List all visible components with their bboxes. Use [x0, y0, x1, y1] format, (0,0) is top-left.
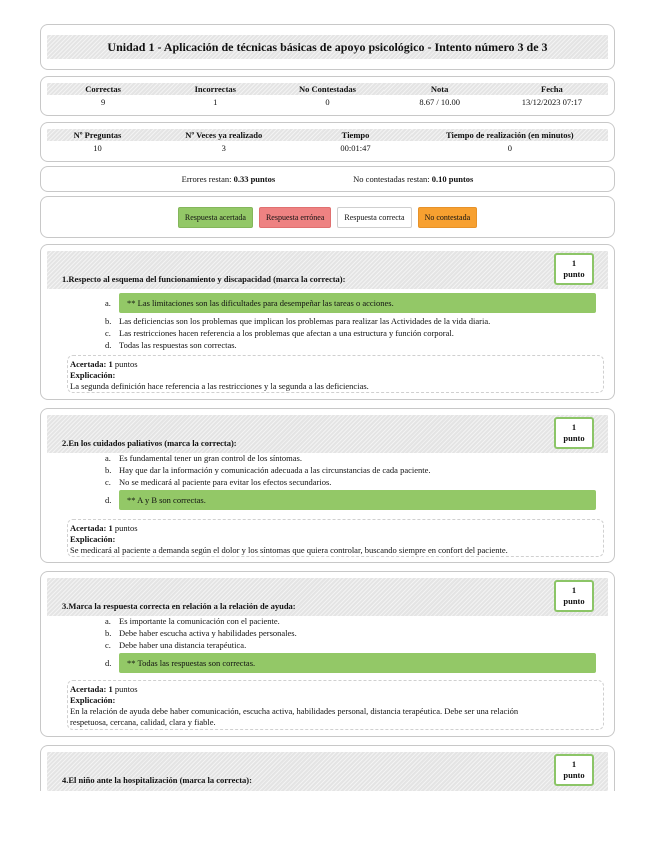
results-summary-panel: [40, 76, 615, 116]
explicacion-label: Explicación:: [70, 534, 116, 544]
question-header: [47, 415, 608, 453]
answer-option-a: [105, 293, 596, 313]
points-value: 1: [571, 258, 577, 268]
option-text: Todas las respuestas son correctas.: [119, 340, 237, 350]
points-label: punto: [563, 269, 585, 279]
legend-respuesta-erronea: Respuesta errónea: [259, 207, 331, 228]
header-tiempo: Tiempo: [341, 130, 370, 140]
explicacion-text: La segunda definición hace referencia a las restricciones y la segunda a las deficiencias.: [70, 381, 369, 391]
option-text-correct: ** Las limitaciones son las dificultades para desempeñar las tareas o acciones.: [119, 293, 596, 313]
value-no-contestadas: 0: [325, 97, 330, 107]
answer-options: [105, 291, 596, 351]
answer-option-b: [105, 315, 596, 327]
points-value: 1: [571, 422, 577, 432]
attempt-details-table: [47, 129, 608, 155]
points-value: 1: [571, 759, 577, 769]
option-text: Hay que dar la información y comunicación adecuada a las circunstancias de cada paciente.: [119, 465, 431, 475]
question-card-4: [40, 745, 615, 791]
penalty-info-panel: [40, 166, 615, 192]
question-text: 1.Respecto al esquema del funcionamiento y discapacidad (marca la correcta):: [62, 274, 346, 284]
option-text: Es importante la comunicación con el paciente.: [119, 616, 280, 626]
question-card-3: [40, 571, 615, 737]
answer-option-b: [105, 627, 596, 639]
explicacion-text: Se medicará al paciente a demanda según el dolor y los síntomas que quiera controlar, buscando siempre en confort del paciente.: [70, 545, 508, 555]
acertada-value: 1: [108, 684, 113, 694]
page-title: Unidad 1 - Aplicación de técnicas básicas de apoyo psicológico - Intento número 3 de 3: [47, 35, 608, 59]
question-header: [47, 251, 608, 289]
answer-option-c: [105, 327, 596, 339]
results-summary-table: [47, 83, 608, 109]
answer-option-a: [105, 615, 596, 627]
value-nota: 8.67 / 10.00: [419, 97, 460, 107]
answer-option-a: [105, 452, 596, 464]
header-tiempo-realizacion: Tiempo de realización (en minutos): [445, 130, 574, 140]
value-tiempo: 00:01:47: [340, 143, 371, 153]
legend-respuesta-acertada: Respuesta acertada: [178, 207, 253, 228]
feedback-box: [67, 355, 604, 393]
points-label: punto: [563, 770, 585, 780]
question-header: [47, 578, 608, 616]
value-tiempo-realizacion: 0: [507, 143, 512, 153]
option-letter: d.: [105, 340, 112, 350]
question-card-2: [40, 408, 615, 563]
header-nota: Nota: [430, 84, 449, 94]
points-label: punto: [563, 596, 585, 606]
explicacion-text-line-1: En la relación de ayuda debe haber comunicación, escucha activa, habilidades personal, distancia terapéutica. Debe ser una relación: [70, 706, 519, 716]
feedback-box: [67, 680, 604, 730]
option-letter: d.: [105, 495, 112, 505]
points-value: 1: [571, 585, 577, 595]
explicacion-text-line-2: respetuosa, cercana, calidad, clara y fiable.: [70, 717, 216, 727]
answer-options: [105, 615, 596, 675]
question-text: 2.En los cuidados paliativos (marca la correcta):: [62, 438, 237, 448]
answer-option-c: [105, 476, 596, 488]
explicacion-label: Explicación:: [70, 695, 116, 705]
answer-options: [105, 452, 596, 512]
answer-option-d: [105, 490, 596, 510]
header-fecha: Fecha: [541, 84, 563, 94]
option-letter: c.: [105, 328, 111, 338]
option-text-correct: ** Todas las respuestas son correctas.: [119, 653, 596, 673]
value-num-preguntas: 10: [93, 143, 102, 153]
header-incorrectas: Incorrectas: [194, 84, 236, 94]
points-badge: [554, 754, 594, 786]
nocontestadas-value: 0.10 puntos: [431, 174, 474, 184]
option-letter: c.: [105, 640, 111, 650]
legend-no-contestada: No contestada: [418, 207, 478, 228]
answer-option-d: [105, 653, 596, 673]
option-text: No se medicará al paciente para evitar los efectos secundarios.: [119, 477, 332, 487]
answer-option-c: [105, 639, 596, 651]
acertada-label: Acertada:: [70, 523, 107, 533]
errores-value: 0.33 puntos: [233, 174, 276, 184]
nocontestadas-label: No contestadas restan:: [353, 174, 430, 184]
nocontestadas-restan: [353, 174, 473, 184]
acertada-unit: puntos: [114, 523, 138, 533]
answer-option-d: [105, 339, 596, 351]
option-letter: b.: [105, 465, 112, 475]
option-text: Debe haber escucha activa y habilidades personales.: [119, 628, 297, 638]
option-letter: c.: [105, 477, 111, 487]
question-text: 4.El niño ante la hospitalización (marca la correcta):: [62, 775, 252, 785]
option-letter: d.: [105, 658, 112, 668]
option-text: Las deficiencias son los problemas que implican los problemas para realizar las Actividades de la vida diaria.: [119, 316, 491, 326]
option-letter: b.: [105, 316, 112, 326]
points-label: punto: [563, 433, 585, 443]
value-fecha: 13/12/2023 07:17: [521, 97, 582, 107]
attempt-title-panel: [40, 24, 615, 70]
option-letter: b.: [105, 628, 112, 638]
acertada-unit: puntos: [114, 359, 138, 369]
explicacion-label: Explicación:: [70, 370, 116, 380]
option-text: Las restricciones hacen referencia a los problemas que afectan a una estructura y función corporal.: [119, 328, 454, 338]
errores-label: Errores restan:: [181, 174, 232, 184]
question-header: [47, 752, 608, 791]
attempt-details-panel: [40, 122, 615, 162]
value-incorrectas: 1: [213, 97, 218, 107]
acertada-label: Acertada:: [70, 684, 107, 694]
points-badge: [554, 580, 594, 612]
option-text-correct: ** A y B son correctas.: [119, 490, 596, 510]
legend-respuesta-correcta: Respuesta correcta: [337, 207, 411, 228]
question-text: 3.Marca la respuesta correcta en relación a la relación de ayuda:: [62, 601, 296, 611]
header-no-contestadas: No Contestadas: [299, 84, 356, 94]
errores-restan: [182, 174, 276, 184]
question-card-1: [40, 244, 615, 400]
points-badge: [554, 253, 594, 285]
option-text: Debe haber una distancia terapéutica.: [119, 640, 247, 650]
header-correctas: Correctas: [85, 84, 121, 94]
option-letter: a.: [105, 298, 111, 308]
value-correctas: 9: [100, 97, 106, 107]
feedback-box: [67, 519, 604, 557]
option-letter: a.: [105, 453, 111, 463]
answer-option-b: [105, 464, 596, 476]
value-veces-realizado: 3: [221, 143, 226, 153]
option-text: Es fundamental tener un gran control de los síntomas.: [119, 453, 302, 463]
option-letter: a.: [105, 616, 111, 626]
points-badge: [554, 417, 594, 449]
acertada-value: 1: [108, 359, 113, 369]
acertada-label: Acertada:: [70, 359, 107, 369]
header-num-preguntas: Nº Preguntas: [73, 130, 122, 140]
header-veces-realizado: Nº Veces ya realizado: [185, 130, 263, 140]
acertada-unit: puntos: [114, 684, 138, 694]
acertada-value: 1: [108, 523, 113, 533]
legend-panel: [40, 196, 615, 238]
